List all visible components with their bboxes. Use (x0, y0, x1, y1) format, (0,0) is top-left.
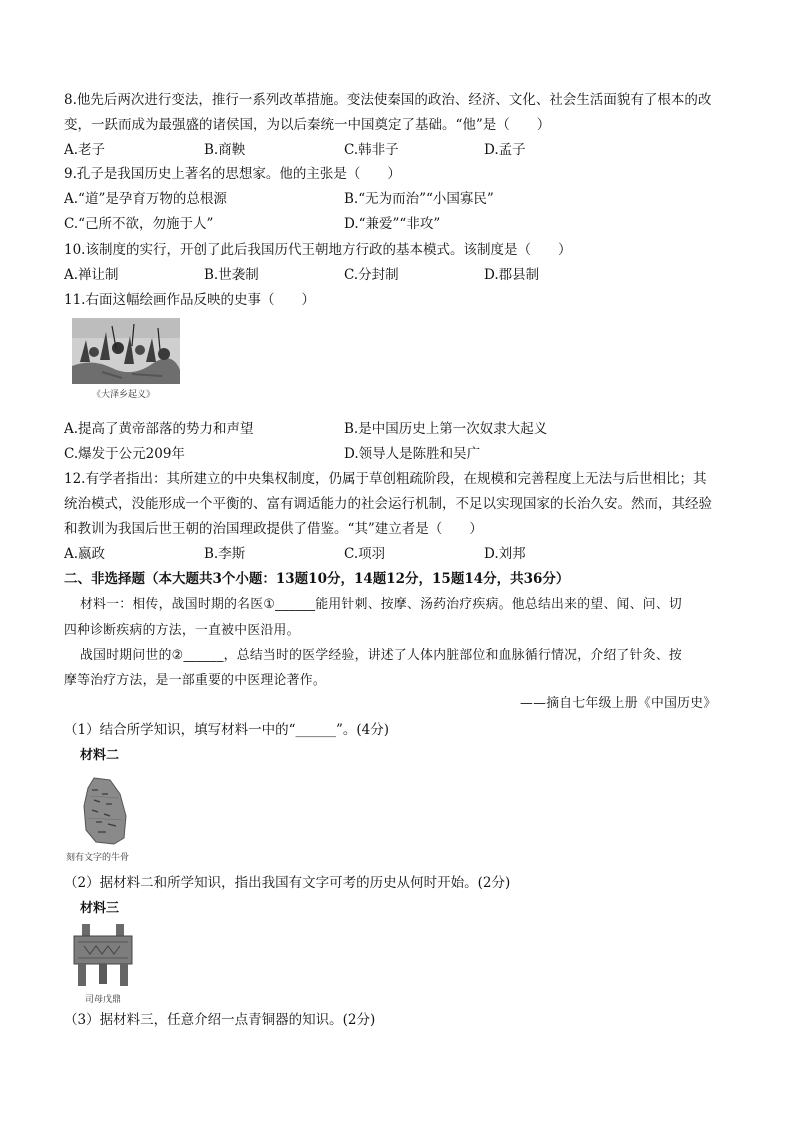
material1-source: ——摘自七年级上册《中国历史》 (520, 696, 717, 711)
section2-heading: 二、非选择题（本大题共3个小题：13题10分，14题12分，15题14分，共36分） (64, 571, 570, 587)
q10-stem: 10.该制度的实行，开创了此后我国历代王朝地方行政的基本模式。该制度是（ ） (64, 242, 572, 258)
q10-option-b: B.世袭制 (204, 267, 259, 283)
question-13-2: （2）据材料二和所学知识，指出我国有文字可考的历史从何时开始。(2分) (64, 875, 511, 891)
q10-option-a: A.禅让制 (64, 267, 119, 283)
simuwu-ding-caption: 司母戊鼎 (85, 995, 122, 1005)
q8-stem-line1: 8.他先后两次进行变法，推行一系列改革措施。变法使秦国的政治、经济、文化、社会生活面貌有了根本的改 (64, 92, 712, 108)
q9-option-c: C.“己所不欲，勿施于人” (64, 216, 214, 232)
material1-line1: 材料一：相传，战国时期的名医①______能用针刺、按摩、汤药治疗疾病。他总结出来的望、闻、问、切 (80, 597, 683, 612)
simuwu-ding-image (70, 924, 136, 988)
material1-line2: 四种诊断疾病的方法，一直被中医沿用。 (64, 623, 300, 638)
q10-option-d: D.郡县制 (484, 267, 540, 283)
painting-caption: 《大泽乡起义》 (92, 390, 156, 400)
q12-option-b: B.李斯 (204, 546, 246, 562)
dazexiang-uprising-painting (72, 318, 180, 384)
q11-option-a: A.提高了黄帝部落的势力和声望 (64, 421, 254, 437)
oracle-bone-image (80, 776, 130, 846)
q10-option-c: C.分封制 (344, 267, 399, 283)
q8-option-d: D.孟子 (484, 142, 526, 158)
q11-stem: 11.右面这幅绘画作品反映的史事（ ） (64, 292, 315, 308)
q9-option-d: D.“兼爱”“非攻” (344, 216, 441, 232)
q8-stem-line2: 变，一跃而成为最强盛的诸侯国，为以后秦统一中国奠定了基础。“他”是（ ） (64, 117, 551, 133)
q12-option-c: C.项羽 (344, 546, 386, 562)
q8-option-a: A.老子 (64, 142, 106, 158)
q12-option-d: D.刘邦 (484, 546, 526, 562)
q9-option-a: A.“道”是孕育万物的总根源 (64, 191, 227, 207)
q12-stem-line1: 12.有学者指出：其所建立的中央集权制度，仍属于草创粗疏阶段，在规模和完善程度上无法与后世相比；其 (64, 471, 707, 487)
question-13-3: （3）据材料三，任意介绍一点青铜器的知识。(2分) (64, 1012, 376, 1028)
q8-option-c: C.韩非子 (344, 142, 399, 158)
q12-option-a: A.嬴政 (64, 546, 106, 562)
q11-option-c: C.爆发于公元209年 (64, 446, 185, 462)
material1-line3: 战国时期问世的②______，总结当时的医学经验，讲述了人体内脏部位和血脉循行情况，介绍了针灸、按 (80, 648, 683, 663)
material3-label: 材料三 (80, 901, 120, 916)
q11-option-b: B.是中国历史上第一次奴隶大起义 (344, 421, 548, 437)
q9-option-b: B.“无为而治”“小国寡民” (344, 191, 494, 207)
q8-option-b: B.商鞅 (204, 142, 246, 158)
question-13-1: （1）结合所学知识，填写材料一中的“______”。(4分) (64, 722, 390, 738)
oracle-bone-caption: 刻有文字的牛骨 (66, 853, 130, 863)
q12-stem-line2: 统治模式，没能形成一个平衡的、富有调适能力的社会运行机制，不足以实现国家的长治久安。然而，其经验 (64, 496, 712, 512)
q9-stem: 9.孔子是我国历史上著名的思想家。他的主张是（ ） (64, 166, 401, 182)
material1-line4: 摩等治疗方法，是一部重要的中医理论著作。 (64, 673, 326, 688)
q11-option-d: D.领导人是陈胜和吴广 (344, 446, 481, 462)
material2-label: 材料二 (80, 748, 120, 763)
q12-stem-line3: 和教训为我国后世王朝的治国理政提供了借鉴。“其”建立者是（ ） (64, 521, 483, 537)
